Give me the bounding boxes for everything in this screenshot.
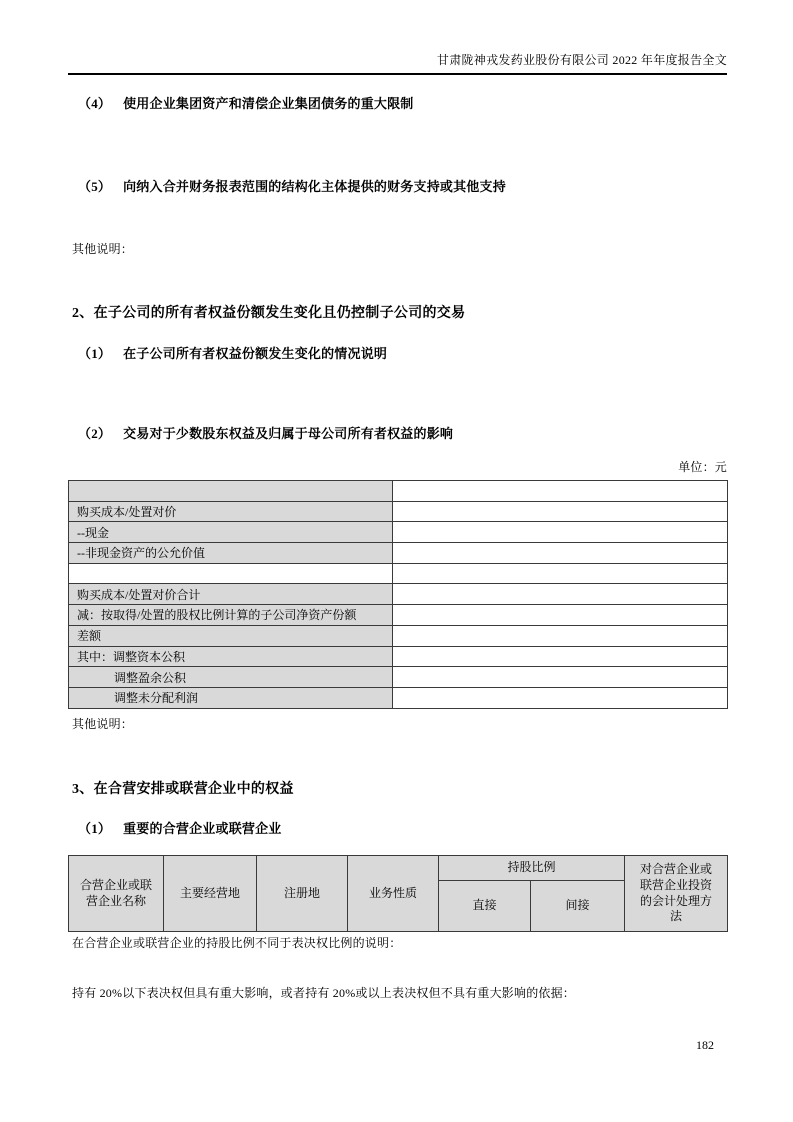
row-value-cell (393, 625, 728, 646)
table-row (69, 481, 728, 502)
heading-5 (78, 176, 506, 195)
row-value-cell (393, 522, 728, 543)
heading-5-text: 向纳入合并财务报表范围的结构化主体提供的财务支持或其他支持 (123, 179, 506, 194)
header-cell-indirect: 间接 (531, 881, 625, 932)
header-rule (68, 73, 727, 75)
row-label-cell (69, 481, 393, 502)
joint-venture-table (68, 855, 728, 932)
heading-2-1-number: （1） (78, 346, 112, 361)
row-label-cell (69, 563, 393, 584)
table-row (69, 543, 728, 564)
heading-5-number: （5） (78, 179, 112, 194)
row-label-cell: 调整盈余公积 (69, 667, 393, 688)
heading-3-1-number: （1） (78, 821, 112, 836)
heading-3-1-text: 重要的合营企业或联营企业 (123, 821, 282, 836)
header-cell-accounting: 对合营企业或联营企业投资的会计处理方法 (625, 856, 728, 932)
page-header-title: 甘肃陇神戎发药业股份有限公司 2022 年年度报告全文 (436, 53, 727, 67)
heading-2-2-text: 交易对于少数股东权益及归属于母公司所有者权益的影响 (123, 426, 454, 441)
table-row (69, 687, 728, 708)
heading-4-text: 使用企业集团资产和清偿企业集团债务的重大限制 (123, 96, 414, 111)
table-row (69, 605, 728, 626)
row-label-cell: 购买成本/处置对价 (69, 501, 393, 522)
table-row (69, 584, 728, 605)
table-row (69, 522, 728, 543)
heading-4 (78, 93, 414, 112)
other-note-2: 其他说明： (72, 717, 134, 731)
table-row (69, 563, 728, 584)
heading-4-number: （4） (78, 96, 112, 111)
row-value-cell (393, 646, 728, 667)
row-label-cell: 减：按取得/处置的股权比例计算的子公司净资产份额 (69, 605, 393, 626)
row-value-cell (393, 481, 728, 502)
row-label-cell: --非现金资产的公允价值 (69, 543, 393, 564)
heading-2-1-text: 在子公司所有者权益份额发生变化的情况说明 (123, 346, 388, 361)
header-cell-business: 业务性质 (348, 856, 439, 932)
voting-ratio-note: 在合营企业或联营企业的持股比例不同于表决权比例的说明： (72, 936, 402, 950)
table-row (69, 667, 728, 688)
row-value-cell (393, 605, 728, 626)
heading-2-2 (78, 423, 453, 442)
header-cell-direct: 直接 (439, 881, 531, 932)
table-row (69, 501, 728, 522)
row-label-cell: 差额 (69, 625, 393, 646)
row-label-cell: --现金 (69, 522, 393, 543)
header-cell-main-place: 主要经营地 (164, 856, 257, 932)
heading-3-1 (78, 818, 282, 837)
row-label-cell: 购买成本/处置对价合计 (69, 584, 393, 605)
row-label-cell: 调整未分配利润 (69, 687, 393, 708)
row-value-cell (393, 543, 728, 564)
unit-label: 单位：元 (678, 460, 727, 474)
other-note-1: 其他说明： (72, 242, 134, 256)
significant-influence-note: 持有 20%以下表决权但具有重大影响，或者持有 20%或以上表决权但不具有重大影响的依据： (72, 986, 575, 1000)
header-cell-name: 合营企业或联营企业名称 (69, 856, 164, 932)
table-row (69, 625, 728, 646)
row-value-cell (393, 563, 728, 584)
section-3-heading: 3、在合营安排或联营企业中的权益 (72, 782, 294, 797)
header-cell-ratio: 持股比例 (439, 856, 625, 881)
heading-2-1 (78, 343, 387, 362)
heading-2-2-number: （2） (78, 426, 112, 441)
row-value-cell (393, 687, 728, 708)
row-label-cell: 其中：调整资本公积 (69, 646, 393, 667)
header-cell-registry: 注册地 (257, 856, 348, 932)
table-header-row (69, 856, 728, 881)
row-value-cell (393, 501, 728, 522)
page-number: 182 (696, 1038, 714, 1052)
equity-transaction-table (68, 480, 728, 709)
row-value-cell (393, 667, 728, 688)
row-value-cell (393, 584, 728, 605)
table-row (69, 646, 728, 667)
section-2-heading: 2、在子公司的所有者权益份额发生变化且仍控制子公司的交易 (72, 306, 466, 321)
